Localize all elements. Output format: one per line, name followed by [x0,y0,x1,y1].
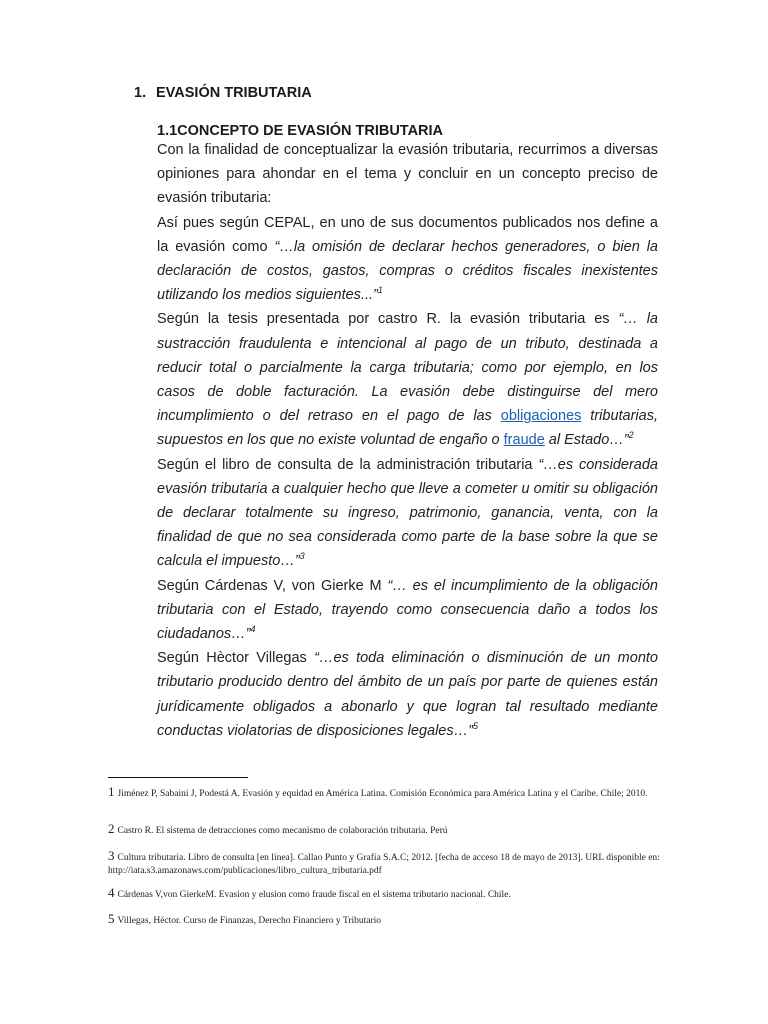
paragraph-libro [157,453,658,574]
paragraph-castro-intro: Según la tesis presentada por castro R. la evasión tributaria es [157,311,619,328]
paragraph-castro-quote-a: “… la sustracción fraudulenta e intencional al pago de un tributo, destinada a reducir total o parcialmente la carga tributaria; como por ejemplo, en los casos de doble facturación. La evasión debe distinguirse del mero incumplimiento o del retraso en el pago de las [157,311,658,425]
section-number: 1. [134,85,147,101]
footnote-text: Cárdenas V,von GierkeM. Evasion y elusion como fraude fiscal en el sistema tributario nacional. Chile. [117,890,511,900]
paragraph-castro [157,307,658,452]
footnote-text: Jiménez P, Sabaini J, Podestá A. Evasión y equidad en América Latina. Comisión Económica para América Latina y el Caribe. Chile; 2010. [117,789,648,799]
section-heading [134,85,312,101]
footnote-ref-4[interactable]: 4 [250,624,256,635]
paragraph-cepal-quote: “…la omisión de declarar hechos generadores, o bien la declaración de costos, gastos, compras o créditos fiscales inexistentes utilizando los medios siguientes...” [157,238,658,304]
footnote-ref-1[interactable]: 1 [377,285,383,296]
paragraph-villegas [157,646,658,743]
footnote-5 [108,912,668,928]
section-title: EVASIÓN TRIBUTARIA [156,85,312,101]
paragraph-intro: Con la finalidad de conceptualizar la evasión tributaria, recurrimos a diversas opiniones para ahondar en el tema y concluir en un concepto preciso de evasión tributaria: [157,142,658,207]
paragraph-villegas-intro: Según Hèctor Villegas [157,650,315,667]
paragraph-libro-intro: Según el libro de consulta de la administración tributaria [157,456,539,473]
paragraph-castro-quote-b: tributarias, supuestos en los que no existe voluntad de engaño o [157,408,658,449]
link-fraude[interactable]: fraude [503,432,545,449]
paragraph-cardenas [157,574,658,647]
footnote-number: 2 [108,821,115,836]
footnote-ref-2[interactable]: 2 [628,430,634,441]
footnote-number: 5 [108,911,115,926]
body-text [157,138,658,743]
subsection-heading [157,123,443,139]
footnote-3 [108,849,668,878]
footnote-number: 4 [108,885,115,900]
paragraph-castro-quote-c: al Estado…” [544,432,629,449]
paragraph-cardenas-quote: “… es el incumplimiento de la obligación tributaria con el Estado, trayendo como consecuencia daño a todos los ciudadanos…” [157,577,658,643]
paragraph-cepal-intro: Así pues según CEPAL, en uno de sus documentos publicados nos define a la evasión como [157,214,658,255]
footnote-separator [108,777,248,778]
footnote-2 [108,822,668,838]
footnote-number: 3 [108,848,115,863]
footnote-number: 1 [108,784,115,799]
footnote-ref-5[interactable]: 5 [472,721,478,732]
subsection-number: 1.1 [157,123,178,139]
footnote-text: Cultura tributaria. Libro de consulta [en línea]. Callao Punto y Grafía S.A.C; 2012. [fecha de acceso 18 de mayo de 2013]. URL disponible en: http://iata.s3.amazonaws.com/publicaciones/libro_cultura_tributaria.pdf [108,853,660,876]
paragraph-cardenas-intro: Según Cárdenas V, von Gierke M [157,577,388,594]
footnote-4 [108,886,668,902]
link-obligaciones[interactable]: obligaciones [500,408,582,425]
paragraph-libro-quote: “…es considerada evasión tributaria a cualquier hecho que lleve a cometer u omitir su obligación de declarar totalmente su ingreso, patrimonio, ganancia, venta, con la finalidad de que no sea considerada como parte de la base sobre la que se calcula el impuesto…” [157,456,658,570]
paragraph-cepal [157,211,658,308]
subsection-title: CONCEPTO DE EVASIÓN TRIBUTARIA [177,123,444,139]
paragraph-villegas-quote: “…es toda eliminación o disminución de un monto tributario producido dentro del ámbito de un país por parte de quienes están jurídicamente obligados a abonarlo y que logran tal resultado mediante conductas violatorias de disposiciones legales…” [157,650,658,739]
footnote-text: Castro R. El sistema de detracciones como mecanismo de colaboración tributaria. Perú [117,826,448,836]
footnote-ref-3[interactable]: 3 [299,551,305,562]
footnote-text: Villegas, Héctor. Curso de Finanzas, Derecho Financiero y Tributario [117,916,382,926]
footnote-1 [108,785,668,801]
